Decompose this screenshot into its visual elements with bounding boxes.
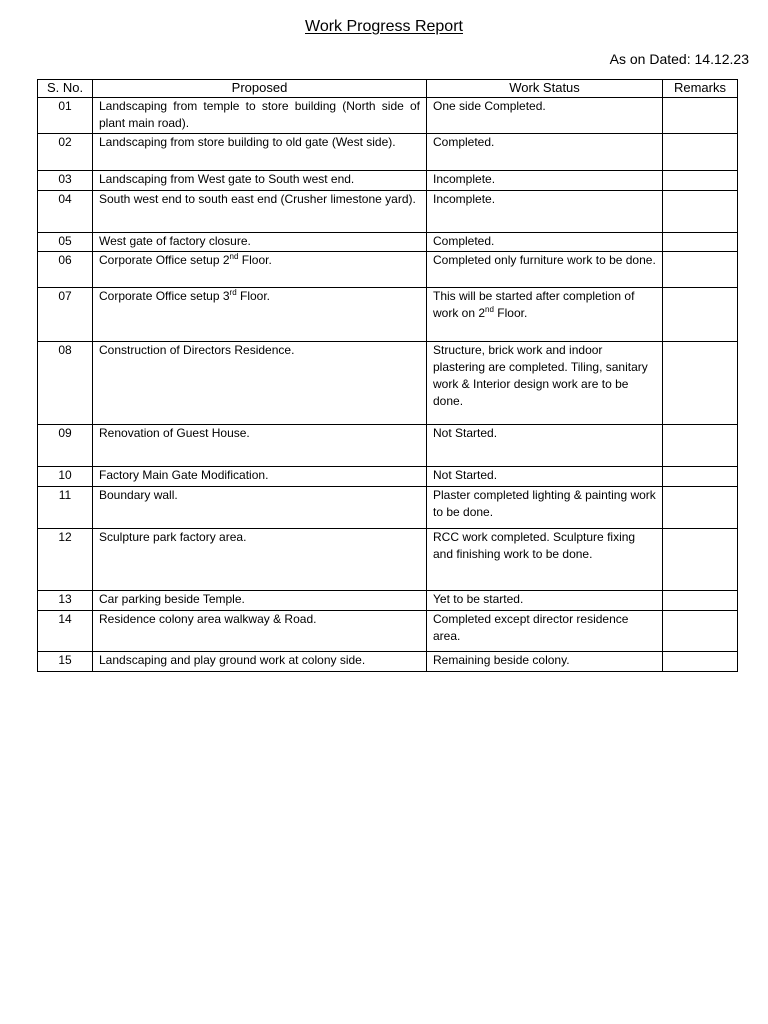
remarks-cell (663, 591, 738, 611)
proposed-cell: South west end to south east end (Crusher limestone yard). (93, 191, 427, 233)
remarks-cell (663, 233, 738, 252)
table-row (38, 171, 738, 191)
work-status-cell: This will be started after completion of work on 2nd Floor. (427, 288, 663, 342)
remarks-cell (663, 342, 738, 425)
sno-cell: 15 (38, 652, 93, 672)
remarks-cell (663, 652, 738, 672)
work-status-cell: Incomplete. (427, 171, 663, 191)
sno-cell: 06 (38, 252, 93, 288)
sno-cell: 05 (38, 233, 93, 252)
table-row (38, 288, 738, 342)
work-status-cell: Not Started. (427, 467, 663, 487)
table-row (38, 98, 738, 134)
sno-cell: 01 (38, 98, 93, 134)
table-row (38, 529, 738, 591)
proposed-cell: West gate of factory closure. (93, 233, 427, 252)
sno-cell: 04 (38, 191, 93, 233)
report-title: Work Progress Report (305, 18, 463, 35)
work-status-cell: Incomplete. (427, 191, 663, 233)
proposed-cell: Sculpture park factory area. (93, 529, 427, 591)
work-status-cell: Completed except director residence area. (427, 611, 663, 652)
header-work-status: Work Status (427, 80, 663, 98)
sno-cell: 11 (38, 487, 93, 529)
table-row (38, 342, 738, 425)
work-status-cell: Plaster completed lighting & painting work to be done. (427, 487, 663, 529)
work-status-cell: RCC work completed. Sculpture fixing and finishing work to be done. (427, 529, 663, 591)
table-row (38, 467, 738, 487)
remarks-cell (663, 288, 738, 342)
remarks-cell (663, 98, 738, 134)
table-row (38, 425, 738, 467)
header-proposed: Proposed (93, 80, 427, 98)
report-date: As on Dated: 14.12.23 (609, 51, 749, 67)
table-row (38, 652, 738, 672)
remarks-cell (663, 529, 738, 591)
proposed-cell: Residence colony area walkway & Road. (93, 611, 427, 652)
work-status-cell: Not Started. (427, 425, 663, 467)
sno-cell: 09 (38, 425, 93, 467)
proposed-cell: Renovation of Guest House. (93, 425, 427, 467)
work-status-cell: Completed. (427, 134, 663, 171)
work-status-cell: One side Completed. (427, 98, 663, 134)
work-status-cell: Yet to be started. (427, 591, 663, 611)
table-row (38, 134, 738, 171)
work-status-cell: Structure, brick work and indoor plastering are completed. Tiling, sanitary work & Interior design work are to be done. (427, 342, 663, 425)
proposed-cell: Landscaping from temple to store building (North side of plant main road). (93, 98, 427, 134)
proposed-cell: Landscaping from store building to old gate (West side). (93, 134, 427, 171)
sno-cell: 14 (38, 611, 93, 652)
sno-cell: 13 (38, 591, 93, 611)
proposed-cell: Corporate Office setup 3rd Floor. (93, 288, 427, 342)
remarks-cell (663, 425, 738, 467)
proposed-cell: Car parking beside Temple. (93, 591, 427, 611)
remarks-cell (663, 171, 738, 191)
table-row (38, 591, 738, 611)
sno-cell: 12 (38, 529, 93, 591)
remarks-cell (663, 611, 738, 652)
sno-cell: 02 (38, 134, 93, 171)
proposed-cell: Corporate Office setup 2nd Floor. (93, 252, 427, 288)
sno-cell: 07 (38, 288, 93, 342)
work-progress-table (37, 79, 738, 672)
proposed-cell: Boundary wall. (93, 487, 427, 529)
header-sno: S. No. (38, 80, 93, 98)
remarks-cell (663, 487, 738, 529)
table-row (38, 191, 738, 233)
header-remarks: Remarks (663, 80, 738, 98)
sno-cell: 10 (38, 467, 93, 487)
remarks-cell (663, 252, 738, 288)
work-status-cell: Remaining beside colony. (427, 652, 663, 672)
work-status-cell: Completed only furniture work to be done. (427, 252, 663, 288)
table-row (38, 233, 738, 252)
sno-cell: 03 (38, 171, 93, 191)
proposed-cell: Landscaping and play ground work at colony side. (93, 652, 427, 672)
table-row (38, 611, 738, 652)
proposed-cell: Construction of Directors Residence. (93, 342, 427, 425)
proposed-cell: Landscaping from West gate to South west end. (93, 171, 427, 191)
remarks-cell (663, 467, 738, 487)
proposed-cell: Factory Main Gate Modification. (93, 467, 427, 487)
remarks-cell (663, 191, 738, 233)
table-row (38, 487, 738, 529)
table-row (38, 252, 738, 288)
table-header-row (38, 80, 738, 98)
work-status-cell: Completed. (427, 233, 663, 252)
remarks-cell (663, 134, 738, 171)
sno-cell: 08 (38, 342, 93, 425)
